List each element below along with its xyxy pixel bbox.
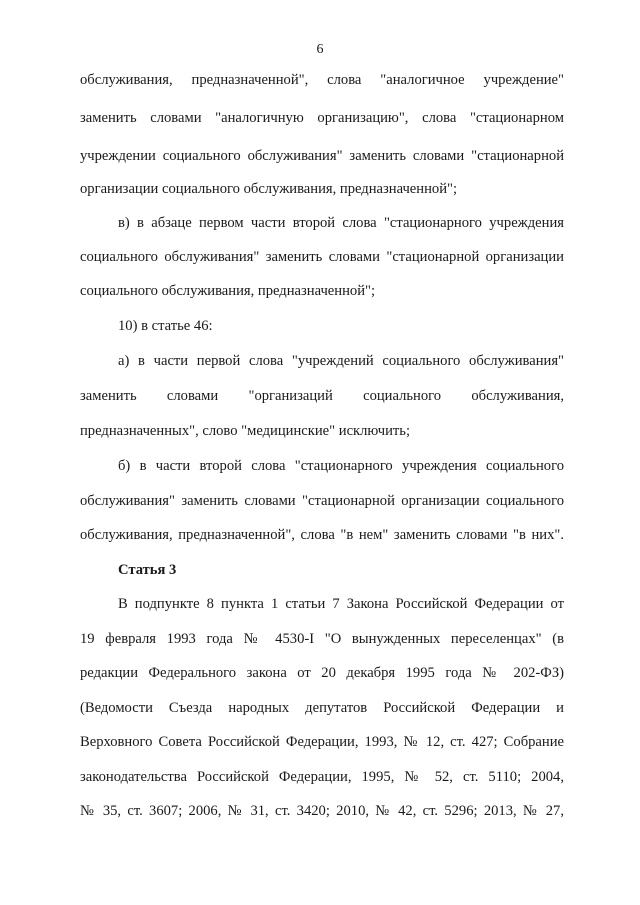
text-line: а) в части первой слова "учреждений социального обслуживания"	[118, 353, 564, 369]
text-line: обслуживания" заменить словами "стационарной организации социального	[80, 493, 564, 509]
text-line: обслуживания, предназначенной", слова "в нем" заменить словами "в них".	[80, 527, 564, 543]
text-line: предназначенных", слово "медицинские" исключить;	[80, 423, 411, 439]
text-line: редакции Федерального закона от 20 декабря 1995 года № 202-ФЗ)	[80, 665, 564, 681]
text-line: 10) в статье 46:	[118, 318, 213, 334]
text-line: обслуживания, предназначенной", слова "аналогичное учреждение"	[80, 72, 564, 88]
text-line: 19 февраля 1993 года № 4530-I "О вынужденных переселенцах" (в	[80, 631, 564, 647]
text-line: б) в части второй слова "стационарного учреждения социального	[118, 458, 564, 474]
text-line: (Ведомости Съезда народных депутатов Российской Федерации и	[80, 700, 564, 716]
text-line: социального обслуживания" заменить словами "стационарной организации	[80, 249, 564, 265]
section-heading: Статья 3	[118, 562, 177, 578]
text-line: законодательства Российской Федерации, 1995, № 52, ст. 5110; 2004,	[80, 769, 564, 785]
text-line: учреждении социального обслуживания" заменить словами "стационарной	[80, 148, 564, 164]
text-line: № 35, ст. 3607; 2006, № 31, ст. 3420; 2010, № 42, ст. 5296; 2013, № 27,	[80, 803, 564, 819]
text-line: Верховного Совета Российской Федерации, 1993, № 12, ст. 427; Собрание	[80, 734, 564, 750]
text-line: заменить словами "аналогичную организацию", слова "стационарном	[80, 110, 564, 126]
text-line: социального обслуживания, предназначенной";	[80, 283, 376, 299]
text-line: В подпункте 8 пункта 1 статьи 7 Закона Российской Федерации от	[118, 596, 564, 612]
text-line: в) в абзаце первом части второй слова "стационарного учреждения	[118, 215, 564, 231]
text-line: заменить словами "организаций социального обслуживания,	[80, 388, 564, 404]
page-number: 6	[316, 42, 324, 57]
text-line: организации социального обслуживания, предназначенной";	[80, 181, 458, 197]
